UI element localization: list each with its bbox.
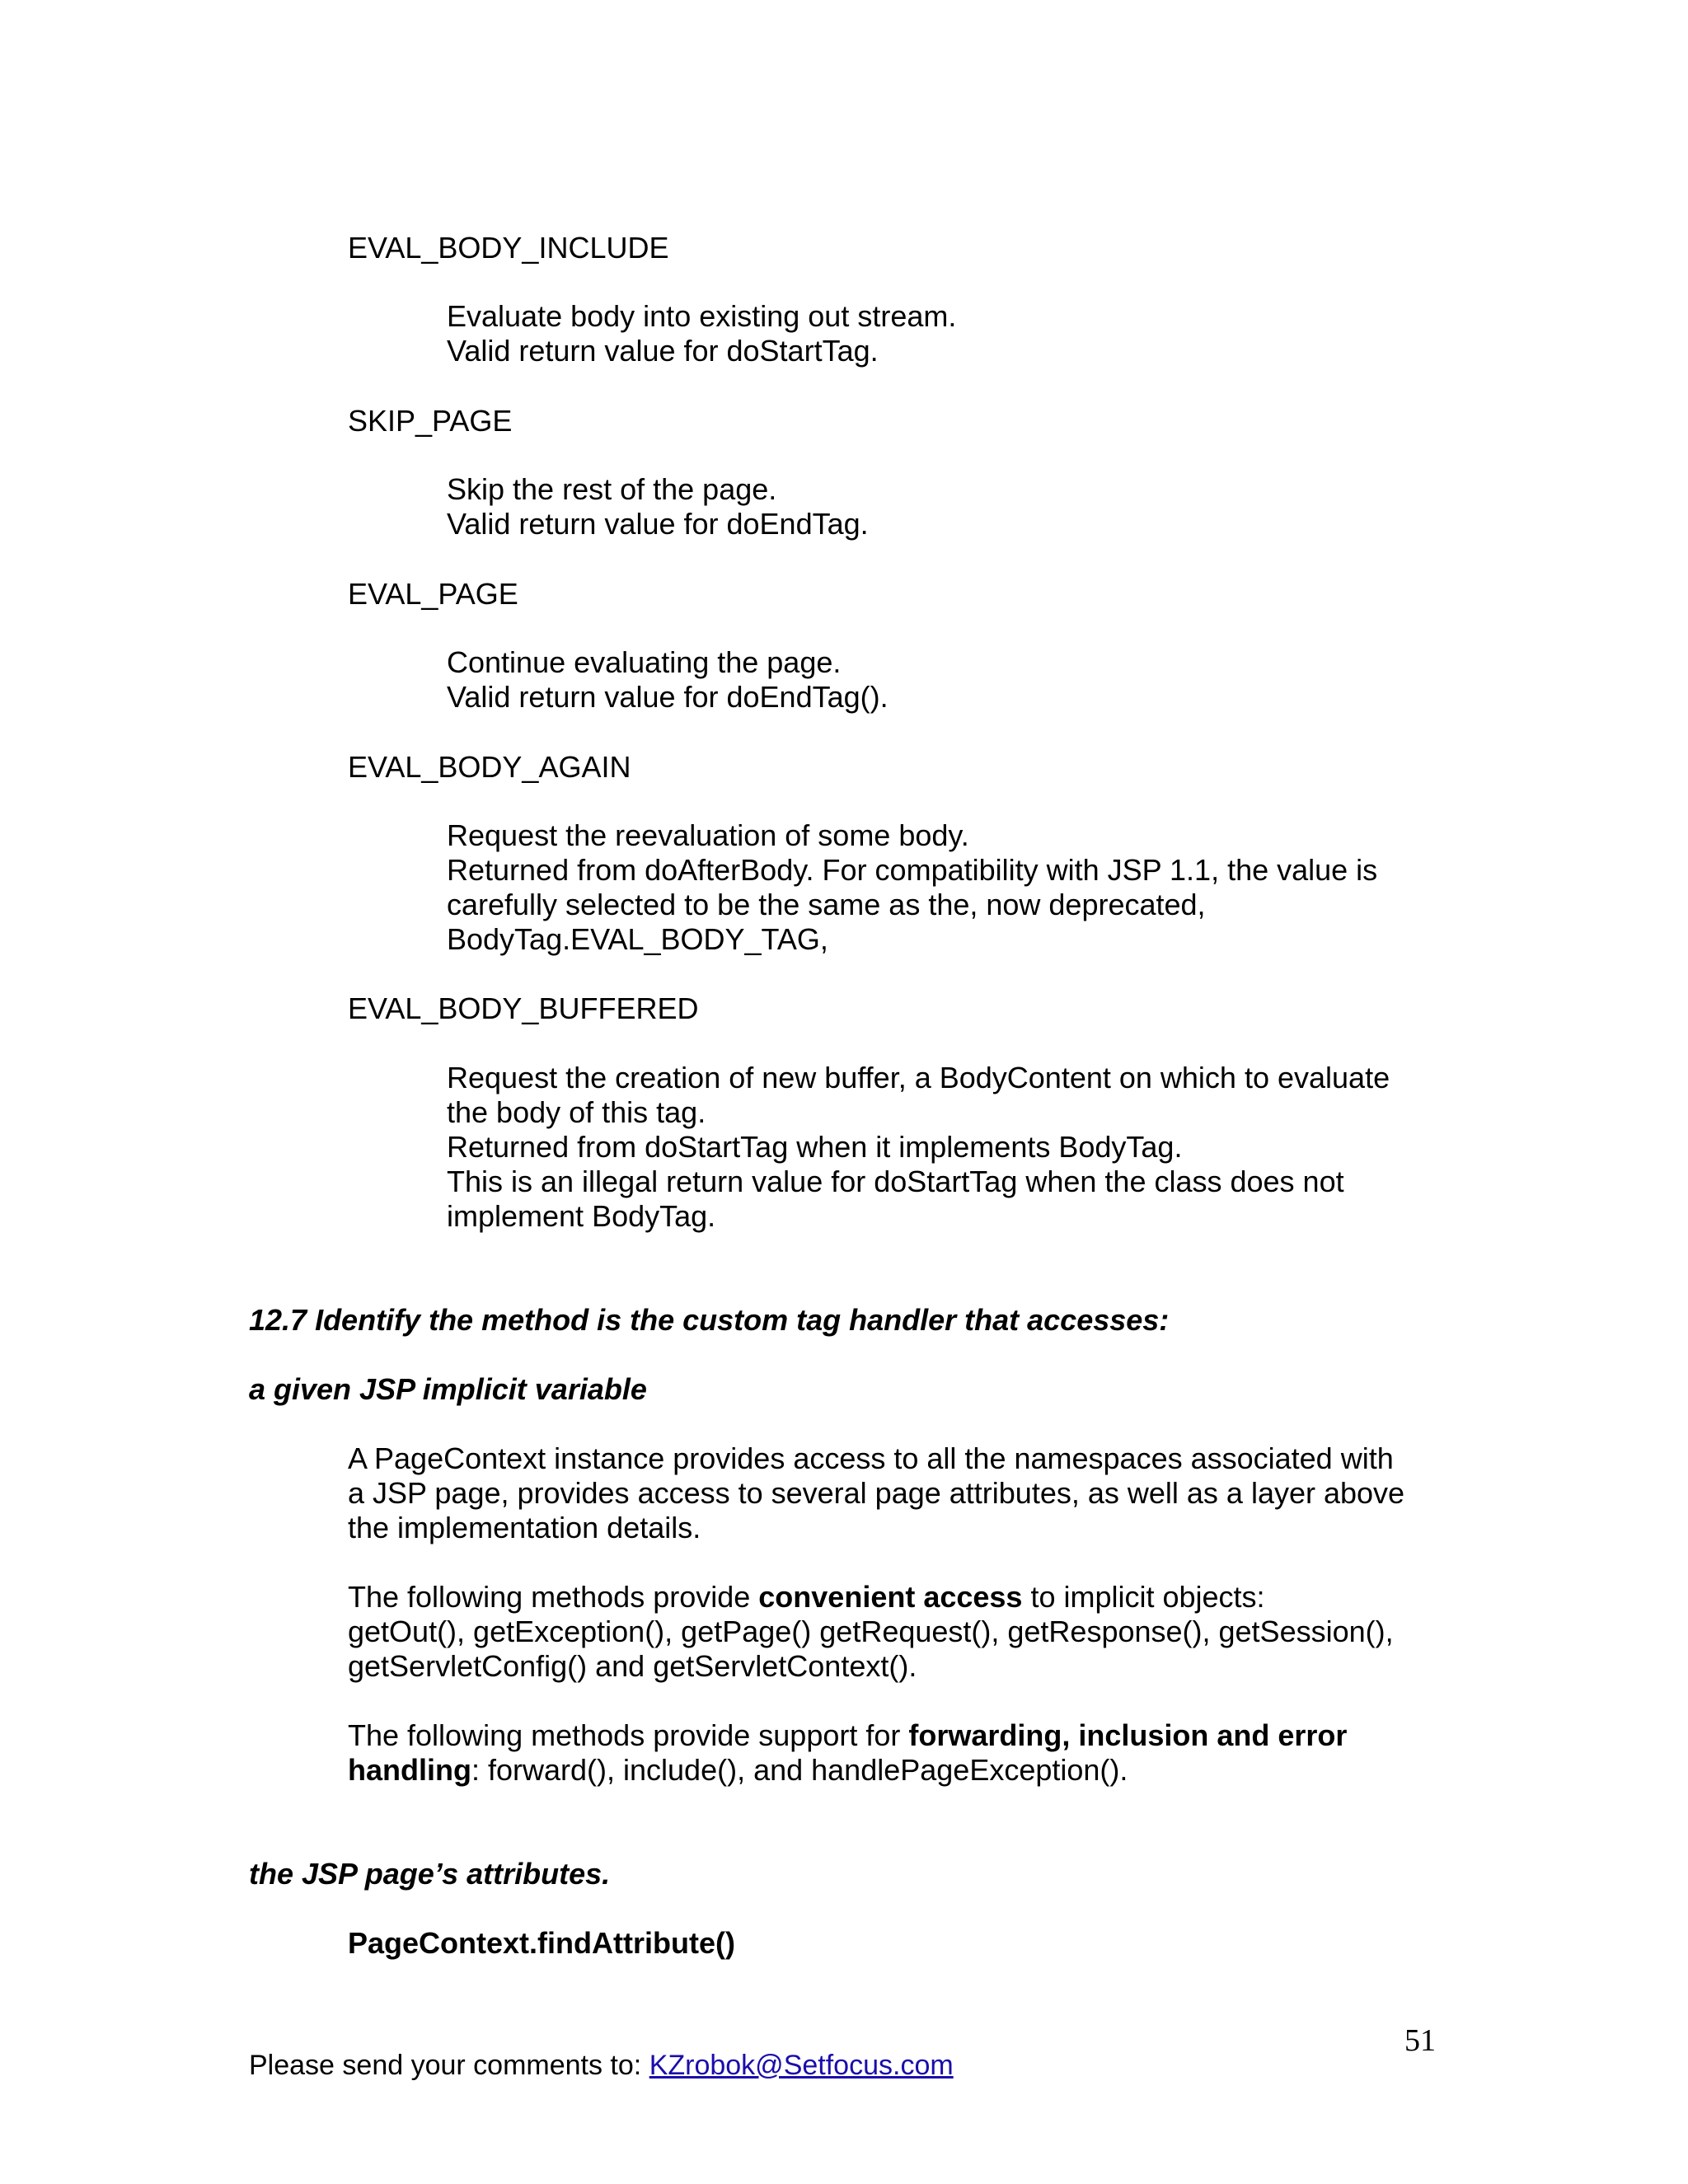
footer bbox=[249, 2049, 954, 2082]
constant-desc-line: This is an illegal return value for doStartTag when the class does not bbox=[447, 1165, 1344, 1198]
section-heading: 12.7 Identify the method is the custom tag handler that accesses: bbox=[249, 1303, 1170, 1337]
text: The following methods provide support for bbox=[348, 1718, 909, 1752]
page-number: 51 bbox=[1404, 2023, 1436, 2058]
constant-desc-line: Evaluate body into existing out stream. bbox=[447, 299, 957, 333]
constant-desc-line: the body of this tag. bbox=[447, 1095, 706, 1129]
constant-name: EVAL_BODY_INCLUDE bbox=[348, 231, 669, 265]
constant-desc-line: Request the creation of new buffer, a BodyContent on which to evaluate bbox=[447, 1061, 1390, 1094]
constant-desc-line: BodyTag.EVAL_BODY_TAG, bbox=[447, 922, 828, 956]
paragraph-line: a JSP page, provides access to several page attributes, as well as a layer above bbox=[348, 1476, 1405, 1510]
constant-desc-line: Valid return value for doStartTag. bbox=[447, 334, 879, 368]
constant-desc-line: carefully selected to be the same as the, now deprecated, bbox=[447, 888, 1206, 921]
subsection-heading: the JSP page’s attributes. bbox=[249, 1857, 611, 1891]
paragraph-line: the implementation details. bbox=[348, 1511, 701, 1544]
paragraph-line: A PageContext instance provides access to all the namespaces associated with bbox=[348, 1441, 1394, 1475]
method-name: PageContext.findAttribute() bbox=[348, 1926, 735, 1960]
bold-text: convenient access bbox=[758, 1580, 1023, 1614]
constant-desc-line: Valid return value for doEndTag(). bbox=[447, 680, 889, 714]
constant-name: EVAL_PAGE bbox=[348, 577, 518, 611]
paragraph-line bbox=[348, 1753, 1128, 1788]
subsection-heading: a given JSP implicit variable bbox=[249, 1372, 647, 1406]
constant-desc-line: Returned from doAfterBody. For compatibility with JSP 1.1, the value is bbox=[447, 853, 1378, 887]
constant-name: SKIP_PAGE bbox=[348, 404, 513, 438]
bold-text: forwarding, inclusion and error bbox=[908, 1718, 1348, 1752]
constant-desc-line: Request the reevaluation of some body. bbox=[447, 818, 969, 852]
bold-text: handling bbox=[348, 1753, 471, 1787]
email-link[interactable]: KZrobok@Setfocus.com bbox=[649, 2050, 954, 2081]
footer-text: Please send your comments to: bbox=[249, 2050, 649, 2081]
constant-desc-line: Valid return value for doEndTag. bbox=[447, 507, 869, 541]
text: : forward(), include(), and handlePageException(). bbox=[471, 1753, 1128, 1787]
constant-desc-line: Skip the rest of the page. bbox=[447, 472, 777, 506]
constant-desc-line: Returned from doStartTag when it implements BodyTag. bbox=[447, 1130, 1183, 1164]
text: The following methods provide bbox=[348, 1580, 759, 1614]
paragraph-line bbox=[348, 1718, 1347, 1753]
constant-name: EVAL_BODY_AGAIN bbox=[348, 750, 631, 784]
constant-desc-line: implement BodyTag. bbox=[447, 1199, 716, 1233]
constant-desc-line: Continue evaluating the page. bbox=[447, 645, 842, 679]
paragraph-line: getServletConfig() and getServletContext(). bbox=[348, 1649, 917, 1683]
constant-name: EVAL_BODY_BUFFERED bbox=[348, 991, 699, 1025]
paragraph-line bbox=[348, 1580, 1265, 1615]
paragraph-line: getOut(), getException(), getPage() getRequest(), getResponse(), getSession(), bbox=[348, 1615, 1394, 1648]
text: to implicit objects: bbox=[1022, 1580, 1265, 1614]
